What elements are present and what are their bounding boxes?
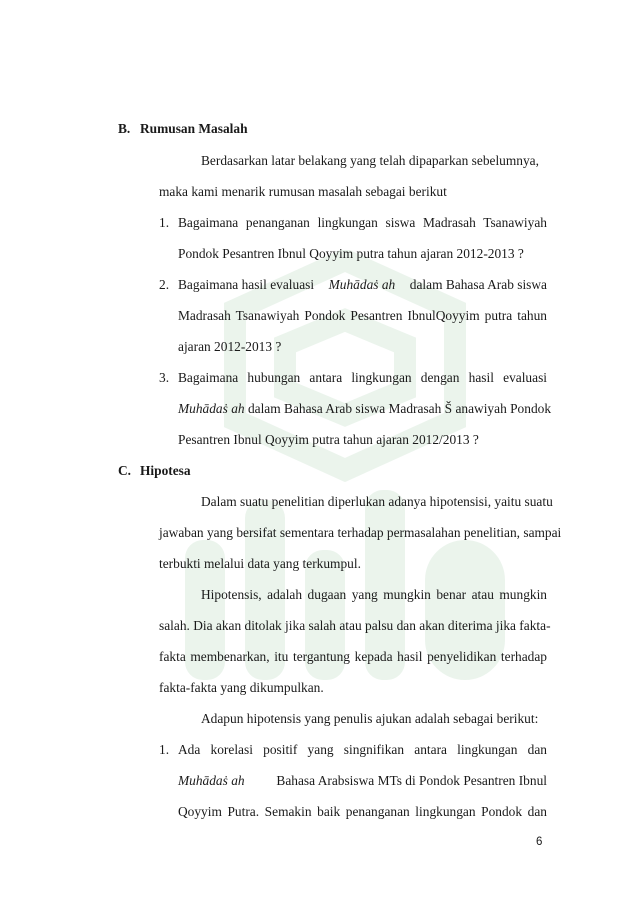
list-item-2-line3: ajaran 2012-2013 ?: [178, 339, 282, 354]
list-item-3-line2: [178, 401, 551, 417]
hypothesis-item-1-line3: Qoyyim Putra. Semakin baik penanganan lingkungan Pondok dan: [178, 804, 547, 819]
list-item-2-line1: [178, 277, 547, 293]
list-item-1-line1: Bagaimana penanganan lingkungan siswa Madrasah Tsanawiyah: [178, 215, 547, 230]
list-item-3-line3: Pesantren Ibnul Qoyyim putra tahun ajaran 2012/2013 ?: [178, 432, 479, 447]
section-c-p2-line4: fakta-fakta yang dikumpulkan.: [159, 680, 324, 695]
list-item-number: 1.: [159, 215, 170, 230]
section-b-heading: [118, 121, 248, 137]
section-c-p3-line1: Adapun hipotensis yang penulis ajukan adalah sebagai berikut:: [201, 711, 539, 726]
section-c-title: Hipotesa: [140, 463, 191, 478]
section-c-p1-line3: terbukti melalui data yang terkumpul.: [159, 556, 361, 571]
section-b-label: B.: [118, 121, 131, 136]
section-c-label: C.: [118, 463, 132, 478]
item2-pre: Bagaimana hasil evaluasi: [178, 277, 315, 292]
item2-italic-term: Muhādaṡ ah: [328, 277, 396, 292]
section-c-p2-line2: salah. Dia akan ditolak jika salah atau palsu dan akan diterima jika fakta-: [159, 618, 551, 633]
list-item-number: 3.: [159, 370, 170, 385]
section-c-p1-line1: Dalam suatu penelitian diperlukan adanya hipotensisi, yaitu suatu: [201, 494, 553, 509]
section-b-intro-line1: [201, 153, 547, 169]
section-c-heading: [118, 463, 191, 479]
section-b-title: Rumusan Masalah: [140, 121, 248, 136]
item2-post: dalam Bahasa Arab siswa: [409, 277, 547, 292]
list-item-2-line2: Madrasah Tsanawiyah Pondok Pesantren IbnulQoyyim putra tahun: [178, 308, 547, 323]
section-b-intro-line2: maka kami menarik rumusan masalah sebagai berikut: [159, 184, 447, 199]
list-item-number: 1.: [159, 742, 170, 757]
hyp-italic-term: Muhādaṡ ah: [178, 773, 245, 788]
intro-text-1: Berdasarkan latar belakang yang telah dipaparkan sebelumnya,: [201, 153, 539, 168]
section-c-p1-line2: jawaban yang bersifat sementara terhadap permasalahan penelitian, sampai: [159, 525, 562, 540]
page-number: 6: [536, 836, 543, 848]
hypothesis-item-1-line1: Ada korelasi positif yang singnifikan antara lingkungan dan: [178, 742, 547, 757]
item3-post: dalam Bahasa Arab siswa Madrasah Š anawiyah Pondok: [247, 401, 552, 416]
section-c-p2-line1: Hipotensis, adalah dugaan yang mungkin benar atau mungkin: [201, 587, 547, 602]
list-item-1-line2: Pondok Pesantren Ibnul Qoyyim putra tahun ajaran 2012-2013 ?: [178, 246, 524, 261]
hypothesis-item-1-line2: [178, 773, 547, 789]
item3-italic-term: Muhādaṡ ah: [178, 401, 245, 416]
list-item-3-line1: Bagaimana hubungan antara lingkungan dengan hasil evaluasi: [178, 370, 547, 385]
section-c-p2-line3: fakta membenarkan, itu tergantung kepada hasil penyelidikan terhadap: [159, 649, 547, 664]
list-item-number: 2.: [159, 277, 170, 292]
hyp-post: Bahasa Arabsiswa MTs di Pondok Pesantren Ibnul: [276, 773, 547, 788]
